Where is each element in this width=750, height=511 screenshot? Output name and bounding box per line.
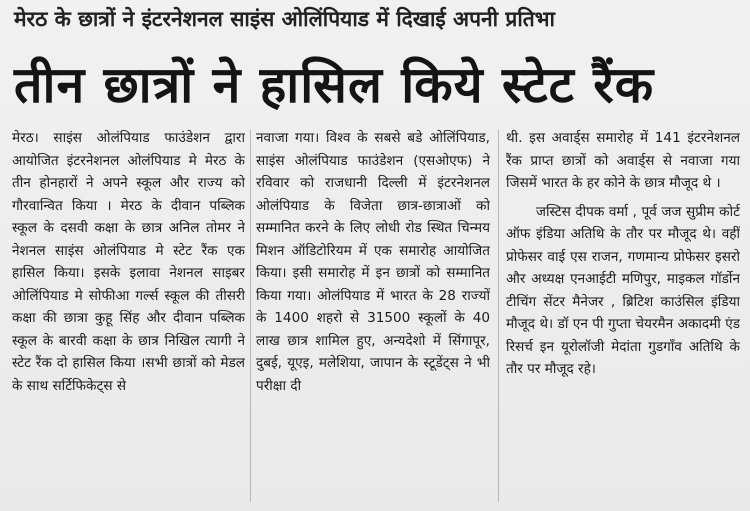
article-column-3 [506,127,740,507]
article-column-1 [12,127,245,507]
article-paragraph: नवाजा गया। विश्व के सबसे बडे ओलिंपियाड, साइंस ओलंपियाड फाउंडेशन (एसओएफ) ने रविवार को राजधानी दिल्ली में इंटरनेशनल ओलंपियाड के विजेता छात्र-छात्राओं को सम्मानित करने के लिए लोधी रोड स्थित चिन्मय मिशन ऑडिटोरियम में एक समारोह आयोजित किया। इसी समारोह में इन छात्रों को सम्मानित किया गया। ओलंपियाड में भारत के 28 राज्यों के 1400 शहरो से 31500 स्कूलों के 40 लाख छात्र शामिल हुए, अन्यदेशो में सिंगापूर, दुबई, यूएइ, मलेशिया, जापान के स्टूडेंट्स ने भी परीक्षा दी [256,130,490,394]
article-paragraph: मेरठ। साइंस ओलंपियाड फाउंडेशन द्वारा आयोजित इंटरनेशनल ओलंपियाड मे मेरठ के तीन होनहारों ने अपने स्कूल और राज्य को गौरवान्वित किया । मेरठ के दीवान पब्लिक स्कूल के दसवी कक्षा के छात्र अनिल तोमर ने नेशनल साइंस ओलंपियाड मे स्टेट रैंक एक हासिल किया। इसके इलावा नेशनल साइबर ओलिंपियाड मे सोफीआ गर्ल्स स्कूल की तीसरी कक्षा की छात्रा कुहू सिंह और दीवान पब्लिक स्कूल के बारवी कक्षा के छात्र निखिल त्यागी ने स्टेट रैंक दो हासिल किया ।सभी छात्रों को मेडल के साथ सर्टिफिकेट्स से [12,130,245,394]
article-headline: तीन छात्रों ने हासिल किये स्टेट रैंक [14,56,655,114]
column-divider [250,130,251,502]
article-paragraph: जस्टिस दीपक वर्मा , पूर्व जज सुप्रीम कोर्ट ऑफ इंडिया अतिथि के तौर पर मौजूद थे। वहीं प्रोफेसर वाई एस राजन, गणमान्य प्रोफेसर इसरो और अध्यक्ष एनआईटी मणिपुर, माइकल गॉर्डोन टीचिंग सेंटर मैनेजर , ब्रिटिश काउंसिल इंडिया मौजूद थे। डॉ एन पी गुप्ता चेयरमैन अकादमी एंड रिसर्च इन यूरोलॉजी मेदांता गुडगाँव अतिथि के तौर पर मौजूद रहे। [506,203,740,377]
article-paragraph: थी. इस अवार्ड्स समारोह में 141 इंटरनेशनल रैंक प्राप्त छात्रों को अवार्ड्स से नवाजा गया जिसमें भारत के हर कोने के छात्र मौजूद थे । [506,130,740,191]
article-kicker: मेरठ के छात्रों ने इंटरनेशनल साइंस ओलिंपियाड में दिखाई अपनी प्रतिभा [14,7,555,31]
column-divider [498,130,499,502]
article-column-2 [256,127,490,507]
